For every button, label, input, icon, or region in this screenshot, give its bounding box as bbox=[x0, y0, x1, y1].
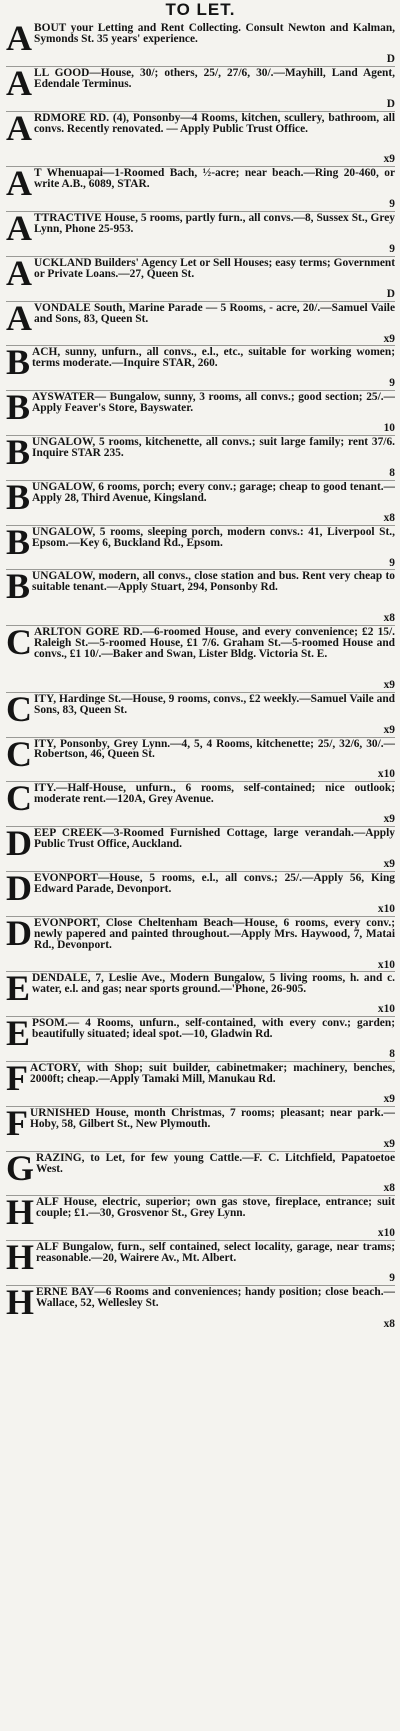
ad-text: DENDALE, 7, Leslie Ave., Modern Bungalow, 5 living rooms, h. and c. water, e.l. and gas; near sports ground.—'Phone, 26-905. bbox=[32, 972, 395, 996]
classified-ad bbox=[6, 1017, 395, 1062]
classified-ad bbox=[6, 782, 395, 827]
ad-text: ARLTON GORE RD.—6-roomed House, and every convenience; £2 15/. Raleigh St.—5-roomed House, £1 7/6. Graham St.—5-roomed House and convs., £1 10/.—Baker and Swan, Lister Bldg. Victoria St. E. bbox=[34, 626, 395, 660]
ad-code: 8 bbox=[385, 468, 395, 479]
ad-initial: C bbox=[6, 692, 32, 729]
ad-code: x9 bbox=[380, 859, 395, 870]
ad-code: x9 bbox=[380, 154, 395, 165]
ad-text: RDMORE RD. (4), Ponsonby—4 Rooms, kitchen, scullery, bathroom, all convs. Recently renovated. — Apply Public Trust Office. bbox=[34, 111, 395, 135]
ad-code: 10 bbox=[380, 423, 395, 434]
ad-text: PSOM.— 4 Rooms, unfurn., self-contained, with every conv.; garden; beautifully situated; ideal spot.—10, Gladwin Rd. bbox=[32, 1017, 395, 1041]
classified-ad bbox=[6, 167, 395, 212]
ad-initial: D bbox=[6, 827, 32, 864]
ad-initial: B bbox=[6, 391, 31, 428]
ad-initial: D bbox=[6, 916, 32, 953]
ad-initial: C bbox=[6, 626, 32, 663]
ad-code: 9 bbox=[385, 199, 395, 210]
ad-initial: H bbox=[6, 1285, 35, 1322]
ad-initial: B bbox=[6, 346, 31, 383]
classified-ad bbox=[6, 436, 395, 481]
ad-code: x9 bbox=[380, 725, 395, 736]
classified-ad bbox=[6, 872, 395, 917]
ad-text: UNGALOW, 5 rooms, sleeping porch, modern convs.: 41, Liverpool St., Epsom.—Key 6, Buckland Rd., Epsom. bbox=[32, 525, 395, 549]
ad-text: ERNE BAY—6 Rooms and conveniences; handy position; close beach.—Wallace, 52, Wellesley St. bbox=[36, 1285, 395, 1309]
classified-ad bbox=[6, 526, 395, 571]
ad-initial: A bbox=[6, 111, 32, 148]
ad-initial: B bbox=[6, 480, 31, 517]
ad-code: x8 bbox=[380, 1183, 395, 1194]
classified-ad bbox=[6, 738, 395, 783]
classified-ad bbox=[6, 827, 395, 872]
classified-ad bbox=[6, 67, 395, 112]
ad-text: LL GOOD—House, 30/; others, 25/, 27/6, 30/.—Mayhill, Land Agent, Edendale Terminus. bbox=[34, 66, 395, 90]
ad-text: EVONPORT—House, 5 rooms, e.l., all convs.; 25/.—Apply 56, King Edward Parade, Devonport. bbox=[34, 871, 395, 895]
ad-initial: H bbox=[6, 1196, 35, 1233]
ad-text: EVONPORT, Close Cheltenham Beach—House, 6 rooms, every conv.; newly papered and painted throughout.—Apply Mrs. Haywood, 7, Matai Rd., Devonport. bbox=[34, 916, 395, 951]
ad-text: ALF House, electric, superior; own gas stove, fireplace, entrance; suit couple; £1.—30, Grosvenor St., Grey Lynn. bbox=[36, 1196, 395, 1220]
ad-initial: C bbox=[6, 782, 32, 819]
ad-initial: B bbox=[6, 570, 31, 607]
ad-code: D bbox=[383, 54, 395, 65]
classified-ad bbox=[6, 1152, 395, 1197]
ad-code: x10 bbox=[374, 960, 395, 971]
ad-initial: H bbox=[6, 1241, 35, 1278]
classified-ad bbox=[6, 212, 395, 257]
ad-text: ACTORY, with Shop; suit builder, cabinetmaker; machinery, benches, 2000ft; cheap.—Apply Tamaki Mill, Manukau Rd. bbox=[30, 1062, 395, 1085]
ad-initial: F bbox=[6, 1062, 28, 1098]
ad-code: x10 bbox=[374, 769, 395, 780]
ad-code: x8 bbox=[380, 513, 395, 524]
ad-code: 8 bbox=[385, 1049, 395, 1060]
ad-text: UCKLAND Builders' Agency Let or Sell Houses; easy terms; Government or Private Loans.—27, Queen St. bbox=[34, 256, 395, 280]
ad-initial: F bbox=[6, 1106, 28, 1143]
ad-text: ALF Bungalow, furn., self contained, select locality, garage, near trams; reasonable.—20, Wairere Av., Mt. Albert. bbox=[36, 1241, 395, 1265]
ad-text: ACH, sunny, unfurn., all convs., e.l., etc., suitable for working women; terms moderate.—Inquire STAR, 260. bbox=[32, 346, 395, 370]
ad-initial: G bbox=[6, 1151, 35, 1188]
ad-text: T Whenuapai—1-Roomed Bach, ½-acre; near beach.—Ring 20-460, or write A.B., 6089, STAR. bbox=[34, 167, 395, 191]
ad-code: x9 bbox=[380, 1094, 395, 1105]
ad-code: x10 bbox=[374, 1228, 395, 1239]
section-heading: TO LET. bbox=[165, 0, 236, 19]
ad-code: x10 bbox=[374, 904, 395, 915]
ad-code: x9 bbox=[380, 814, 395, 825]
ad-text: UNGALOW, 6 rooms, porch; every conv.; garage; cheap to good tenant.—Apply 28, Third Avenue, Kingsland. bbox=[32, 480, 395, 504]
classified-ad bbox=[6, 346, 395, 391]
ad-initial: A bbox=[6, 212, 32, 249]
classified-ad bbox=[6, 1062, 395, 1107]
ad-text: EEP CREEK—3-Roomed Furnished Cottage, large verandah.—Apply Public Trust Office, Auckland. bbox=[34, 827, 395, 851]
ad-text: BOUT your Letting and Rent Collecting. Consult Newton and Kalman, Symonds St. 35 years' experience. bbox=[34, 22, 395, 45]
ad-code: 9 bbox=[385, 1273, 395, 1284]
classified-ad bbox=[6, 481, 395, 526]
ad-code: x9 bbox=[380, 1139, 395, 1150]
ad-initial: A bbox=[6, 256, 32, 293]
classified-ad bbox=[6, 626, 395, 693]
ad-code: 9 bbox=[385, 244, 395, 255]
classified-ad bbox=[6, 693, 395, 738]
ad-code: x9 bbox=[380, 680, 395, 691]
ad-text: ITY.—Half-House, unfurn., 6 rooms, self-contained; nice outlook; moderate rent.—120A, Grey Avenue. bbox=[34, 782, 395, 806]
ad-initial: E bbox=[6, 972, 31, 1009]
ad-text: AYSWATER— Bungalow, sunny, 3 rooms, all convs.; good section; 25/.—Apply Feaver's Store, Bayswater. bbox=[32, 391, 395, 415]
classified-ad bbox=[6, 1107, 395, 1152]
ads-column bbox=[6, 22, 395, 1331]
classified-ad bbox=[6, 1241, 395, 1286]
ad-text: ITY, Hardinge St.—House, 9 rooms, convs., £2 weekly.—Samuel Vaile and Sons, 83, Queen St. bbox=[34, 692, 395, 716]
classified-ad bbox=[6, 1196, 395, 1241]
ad-code: D bbox=[383, 289, 395, 300]
ad-code: 9 bbox=[385, 378, 395, 389]
classified-ad bbox=[6, 22, 395, 67]
classified-ad bbox=[6, 570, 395, 626]
classified-ad bbox=[6, 972, 395, 1017]
classified-ad bbox=[6, 112, 395, 168]
ad-initial: B bbox=[6, 525, 31, 562]
ad-text: RAZING, to Let, for few young Cattle.—F. C. Litchfield, Papatoetoe West. bbox=[36, 1151, 395, 1175]
ad-initial: A bbox=[6, 66, 32, 103]
ad-text: UNGALOW, 5 rooms, kitchenette, all convs.; suit large family; rent 37/6. Inquire STAR 235. bbox=[32, 436, 395, 459]
ad-initial: E bbox=[6, 1017, 31, 1054]
ad-code: x10 bbox=[374, 1004, 395, 1015]
ad-code: D bbox=[383, 99, 395, 110]
ad-code: x9 bbox=[380, 334, 395, 345]
classified-ad bbox=[6, 1286, 395, 1331]
ad-initial: C bbox=[6, 737, 32, 774]
ad-code: 9 bbox=[385, 558, 395, 569]
ad-code: x8 bbox=[380, 1319, 395, 1330]
ad-initial: A bbox=[6, 301, 32, 338]
classified-ad bbox=[6, 917, 395, 973]
classified-ad bbox=[6, 257, 395, 302]
ad-text: URNISHED House, month Christmas, 7 rooms; pleasant; near park.—Hoby, 58, Gilbert St., New Plymouth. bbox=[30, 1106, 395, 1130]
ad-initial: D bbox=[6, 871, 32, 908]
ad-text: TTRACTIVE House, 5 rooms, partly furn., all convs.—8, Sussex St., Grey Lynn, Phone 25-953. bbox=[34, 212, 395, 235]
classified-ad bbox=[6, 302, 395, 347]
classified-ad bbox=[6, 391, 395, 436]
ad-initial: A bbox=[6, 167, 32, 204]
ad-code: x8 bbox=[380, 613, 395, 624]
ad-initial: B bbox=[6, 436, 31, 473]
ad-text: VONDALE South, Marine Parade — 5 Rooms, - acre, 20/.—Samuel Vaile and Sons, 83, Queen St. bbox=[34, 301, 395, 325]
ad-initial: A bbox=[6, 22, 32, 58]
ad-text: UNGALOW, modern, all convs., close station and bus. Rent very cheap to suitable tenant.—Apply Stuart, 294, Ponsonby Rd. bbox=[32, 570, 395, 594]
ad-text: ITY, Ponsonby, Grey Lynn.—4, 5, 4 Rooms, kitchenette; 25/, 32/6, 30/.—Robertson, 46, Queen St. bbox=[34, 737, 395, 761]
